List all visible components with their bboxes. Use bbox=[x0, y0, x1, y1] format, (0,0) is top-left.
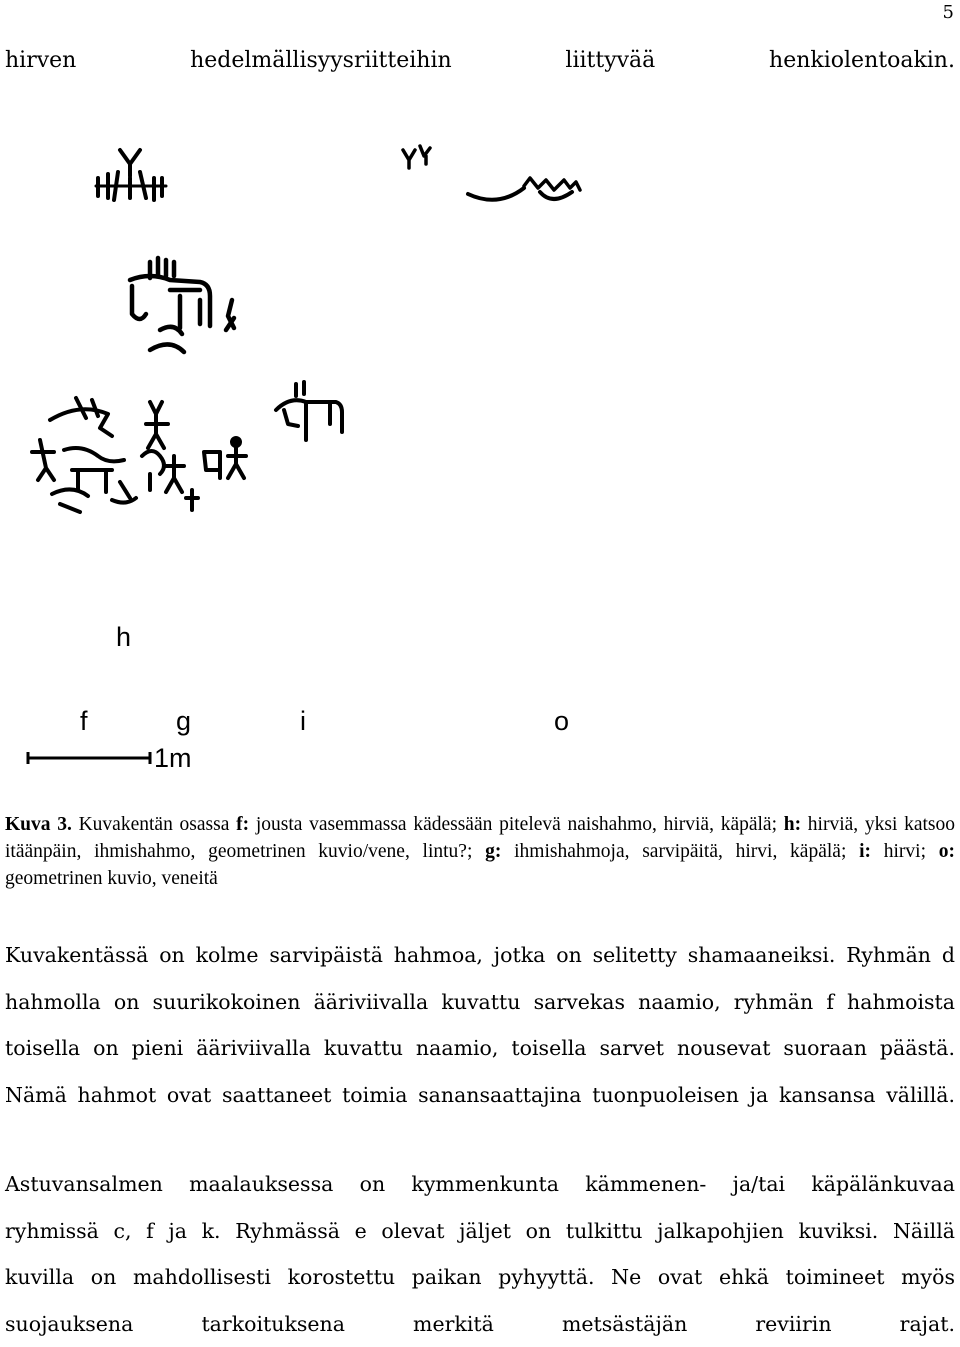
scale-bar bbox=[28, 752, 150, 764]
figure-group-top-middle bbox=[403, 146, 580, 200]
paragraph-line: toisella on pieni ääriviivalla kuvattu naamio, toisella sarvet nousevat suoraan päästä. bbox=[5, 1025, 955, 1072]
top-word: hirven bbox=[5, 48, 76, 73]
page-number: 5 bbox=[943, 2, 954, 23]
paragraph-line: ryhmissä c, f ja k. Ryhmässä e olevat jäljet on tulkittu jalkapohjien kuviksi. Näillä bbox=[5, 1208, 955, 1255]
caption-key: o: bbox=[939, 841, 955, 862]
scale-bar-label: 1m bbox=[154, 743, 192, 773]
label-h: h bbox=[116, 622, 131, 652]
top-word: liittyvää bbox=[565, 48, 655, 73]
paragraph-1 bbox=[5, 932, 955, 1118]
caption-key: i: bbox=[859, 841, 871, 862]
caption-text: hirviä, yksi katsoo itäänpäin, ihmishahmo, geometrinen kuvio/vene, lintu?; bbox=[5, 814, 955, 862]
paragraph-line: Kuvakentässä on kolme sarvipäistä hahmoa, jotka on selitetty shamaaneiksi. Ryhmän d bbox=[5, 932, 955, 979]
figure-group-moose-large bbox=[130, 258, 234, 352]
caption-text: geometrinen kuvio, veneitä bbox=[5, 868, 218, 889]
top-text-line bbox=[5, 48, 955, 73]
figure-group-i bbox=[276, 382, 342, 440]
figure-caption bbox=[5, 811, 955, 892]
top-word: hedelmällisyysriitteihin bbox=[190, 48, 452, 73]
paragraph-line: Nämä hahmot ovat saattaneet toimia sanansaattajina tuonpuoleisen ja kansansa välillä. bbox=[5, 1072, 955, 1119]
figure-group-top-left bbox=[96, 150, 166, 200]
label-o: o bbox=[554, 706, 569, 736]
top-word: henkiolentoakin. bbox=[769, 48, 955, 73]
paragraph-line: kuvilla on mahdollisesti korostettu paikan pyhyyttä. Ne ovat ehkä toimineet myös bbox=[5, 1254, 955, 1301]
paragraph-line: hahmolla on suurikokoinen ääriviivalla kuvattu sarvekas naamio, ryhmän f hahmoista bbox=[5, 979, 955, 1026]
paragraph-2 bbox=[5, 1161, 955, 1347]
caption-prefix: Kuva 3. bbox=[5, 814, 72, 835]
figure-group-g bbox=[112, 402, 246, 510]
caption-text: ihmishahmoja, sarvipäitä, hirvi, käpälä; bbox=[501, 841, 859, 862]
rock-painting-figure bbox=[0, 120, 960, 800]
label-f: f bbox=[80, 706, 88, 736]
caption-key: h: bbox=[784, 814, 801, 835]
caption-key: f: bbox=[236, 814, 249, 835]
paragraph-line: suojauksena tarkoituksena merkitä metsästäjän reviirin rajat. bbox=[5, 1301, 955, 1347]
label-g: g bbox=[176, 706, 191, 736]
caption-text: jousta vasemmassa kädessään pitelevä naishahmo, hirviä, käpälä; bbox=[249, 814, 784, 835]
paragraph-line: Astuvansalmen maalauksessa on kymmenkunta kämmenen- ja/tai käpälänkuvaa bbox=[5, 1161, 955, 1208]
caption-key: g: bbox=[485, 841, 501, 862]
figure-group-f bbox=[32, 398, 124, 512]
caption-text: Kuvakentän osassa bbox=[72, 814, 236, 835]
caption-text: hirvi; bbox=[871, 841, 939, 862]
label-i: i bbox=[300, 706, 306, 736]
